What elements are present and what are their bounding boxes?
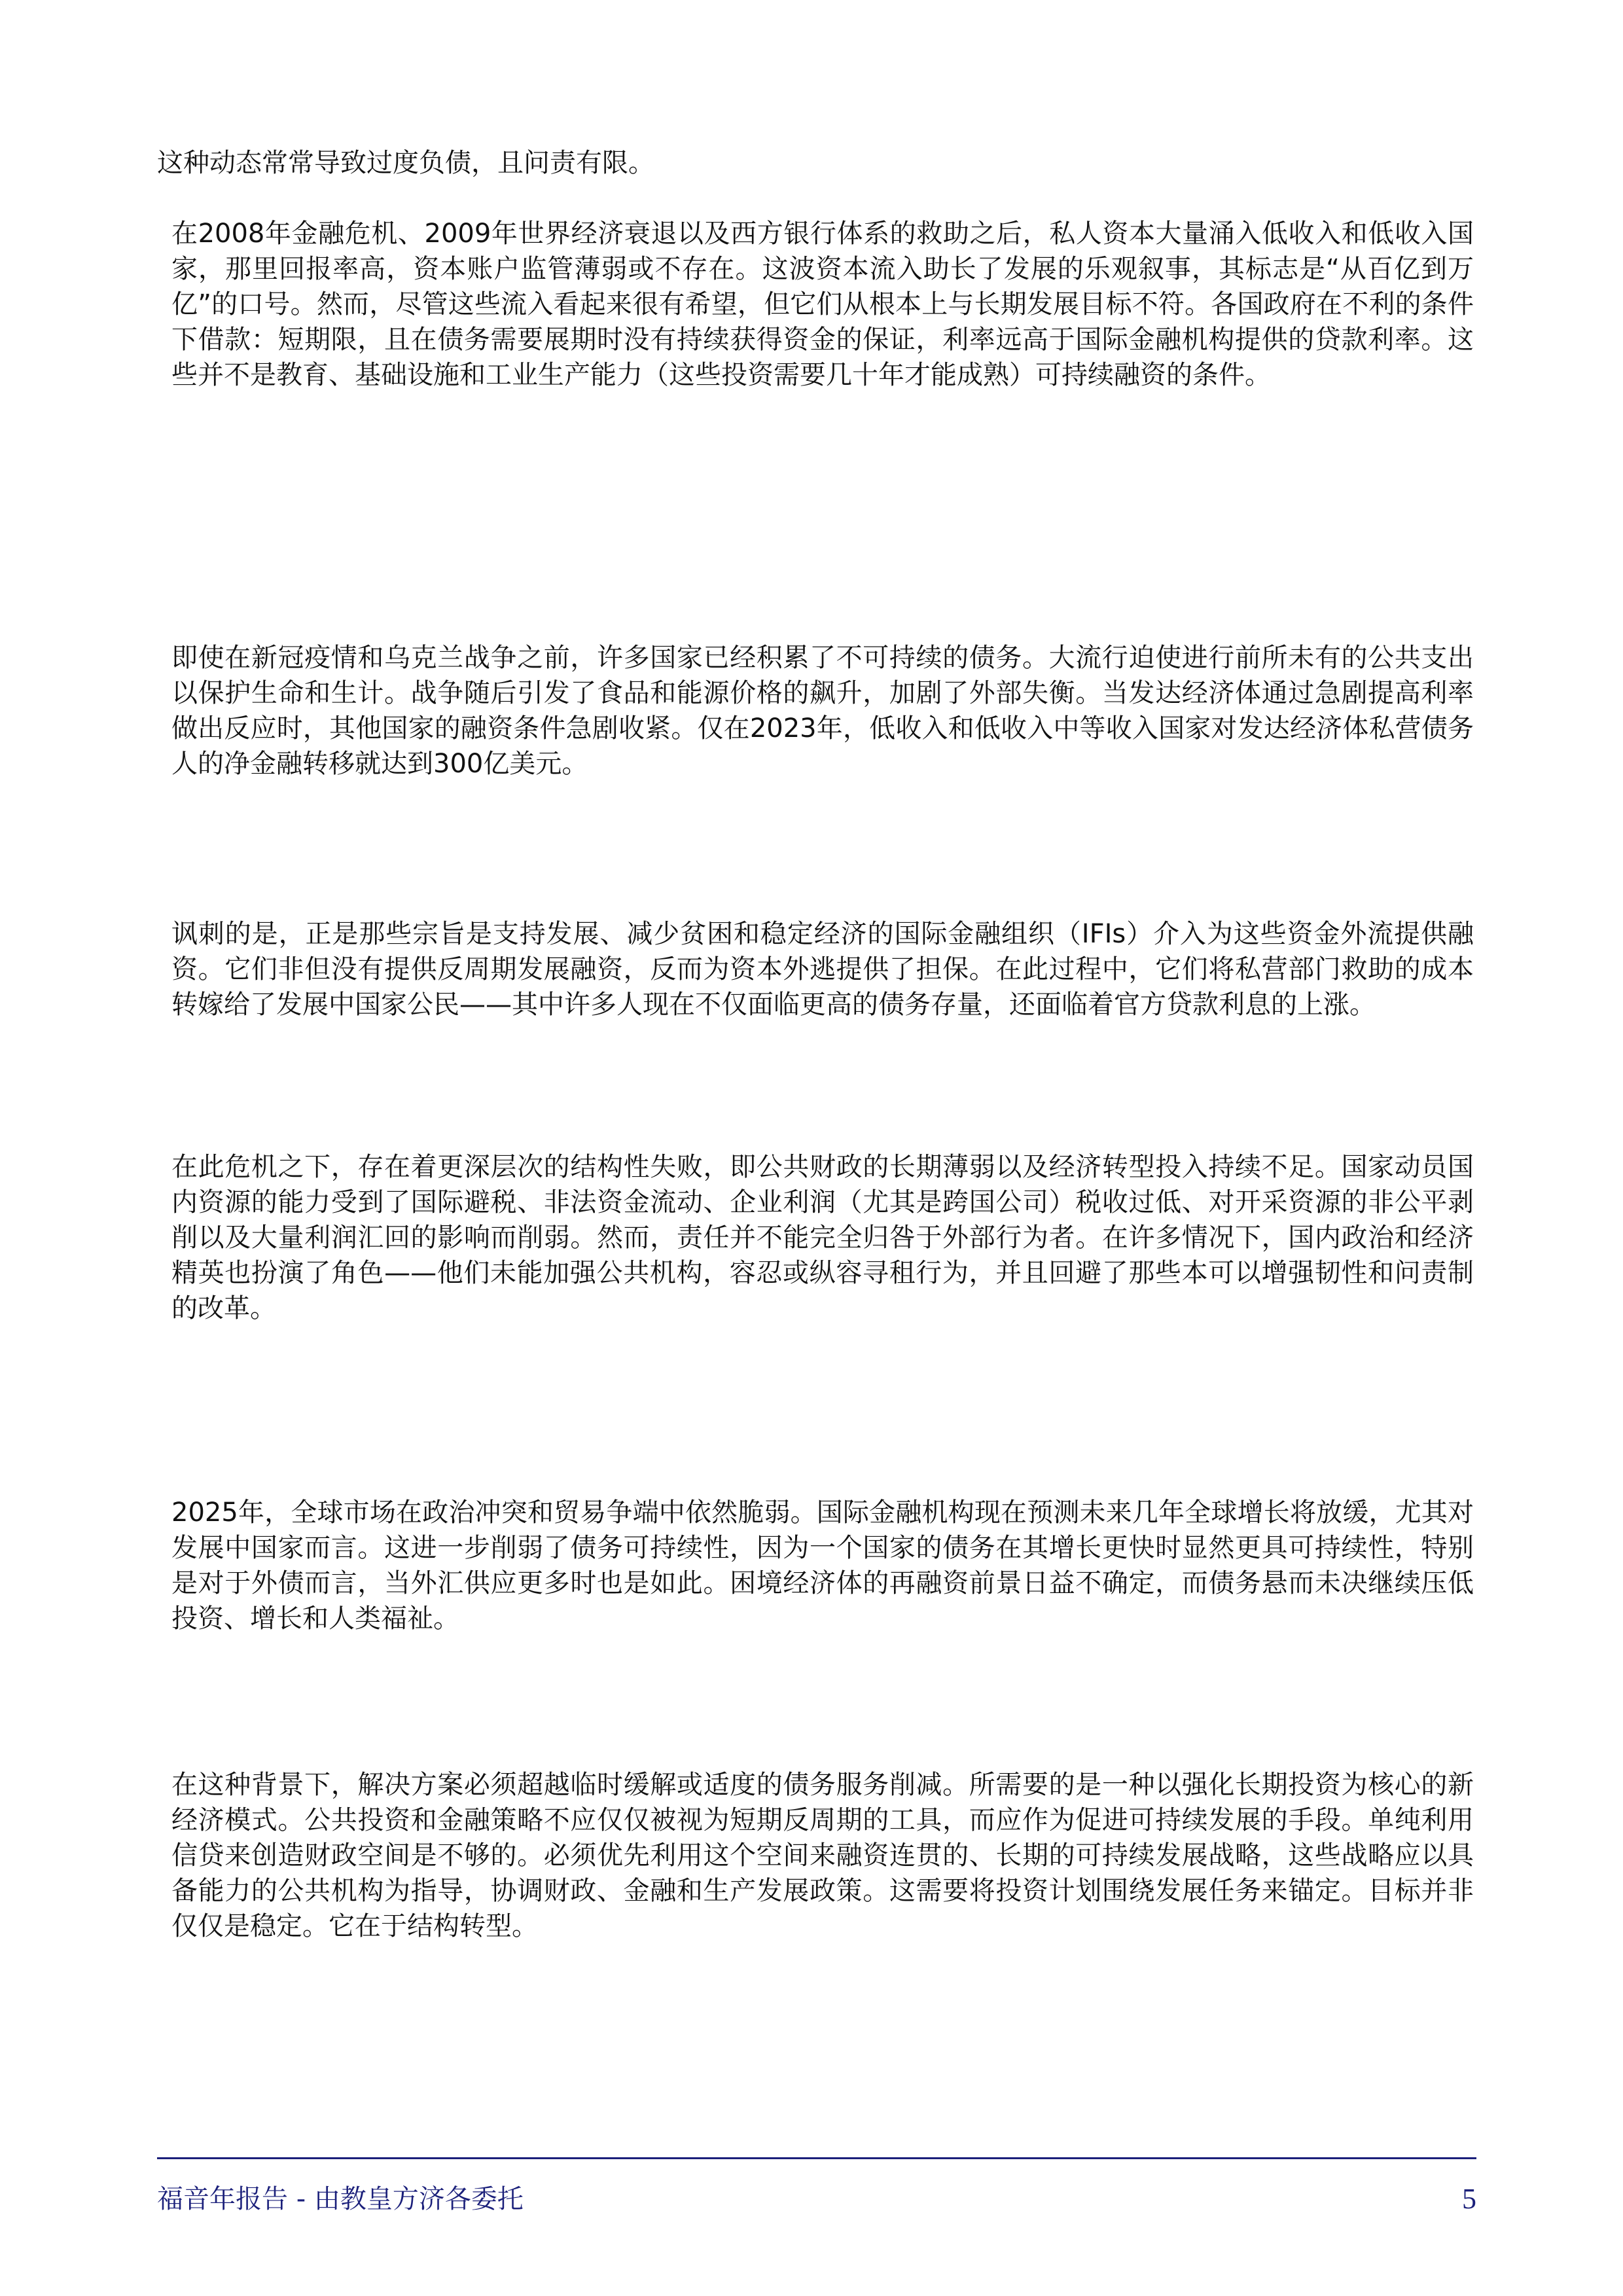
footer-divider bbox=[157, 2157, 1476, 2159]
footer-report-title: 福音年报告 - 由教皇方济各委托 bbox=[157, 2184, 524, 2214]
intro-line: 这种动态常常导致过度负债，且问责有限。 bbox=[157, 148, 654, 178]
paragraph-2025-outlook: 2025年，全球市场在政治冲突和贸易争端中依然脆弱。国际金融机构现在预测未来几年全球增长将放缓，尤其对发展中国家而言。这进一步削弱了债务可持续性，因为一个国家的债务在其增长更快时显然更具可持续性，特别是对于外债而言，当外汇供应更多时也是如此。困境经济体的再融资前景日益不确定，而债务悬而未决继续压低投资、增长和人类福祉。 bbox=[171, 1498, 1474, 1634]
page-number: 5 bbox=[1462, 2183, 1476, 2215]
paragraph-solution-structural-transformation: 在这种背景下，解决方案必须超越临时缓解或适度的债务服务削减。所需要的是一种以强化长期投资为核心的新经济模式。公共投资和金融策略不应仅仅被视为短期反周期的工具，而应作为促进可持续发展的手段。单纯利用信贷来创造财政空间是不够的。必须优先利用这个空间来融资连贯的、长期的可持续发展战略，这些战略应以具备能力的公共机构为指导，协调财政、金融和生产发展政策。这需要将投资计划围绕发展任务来锚定。目标并非仅仅是稳定。它在于结构转型。 bbox=[171, 1770, 1474, 1941]
paragraph-structural-failure: 在此危机之下，存在着更深层次的结构性失败，即公共财政的长期薄弱以及经济转型投入持续不足。国家动员国内资源的能力受到了国际避税、非法资金流动、企业利润（尤其是跨国公司）税收过低、对开采资源的非公平剥削以及大量利润汇回的影响而削弱。然而，责任并不能完全归咎于外部行为者。在许多情况下，国内政治和经济精英也扮演了角色——他们未能加强公共机构，容忍或纵容寻租行为，并且回避了那些本可以增强韧性和问责制的改革。 bbox=[171, 1152, 1474, 1323]
paragraph-post-2008-capital-inflows: 在2008年金融危机、2009年世界经济衰退以及西方银行体系的救助之后，私人资本大量涌入低收入和低收入国家，那里回报率高，资本账户监管薄弱或不存在。这波资本流入助长了发展的乐观叙事，其标志是“从百亿到万亿”的口号。然而，尽管这些流入看起来很有希望，但它们从根本上与长期发展目标不符。各国政府在不利的条件下借款：短期限，且在债务需要展期时没有持续获得资金的保证，利率远高于国际金融机构提供的贷款利率。这些并不是教育、基础设施和工业生产能力（这些投资需要几十年才能成熟）可持续融资的条件。 bbox=[171, 219, 1474, 390]
paragraph-pandemic-and-war-debt: 即使在新冠疫情和乌克兰战争之前，许多国家已经积累了不可持续的债务。大流行迫使进行前所未有的公共支出以保护生命和生计。战争随后引发了食品和能源价格的飙升，加剧了外部失衡。当发达经济体通过急剧提高利率做出反应时，其他国家的融资条件急剧收紧。仅在2023年，低收入和低收入中等收入国家对发达经济体私营债务人的净金融转移就达到300亿美元。 bbox=[171, 643, 1474, 779]
paragraph-ifi-role: 讽刺的是，正是那些宗旨是支持发展、减少贫困和稳定经济的国际金融组织（IFIs）介入为这些资金外流提供融资。它们非但没有提供反周期发展融资，反而为资本外逃提供了担保。在此过程中，它们将私营部门救助的成本转嫁给了发展中国家公民——其中许多人现在不仅面临更高的债务存量，还面临着官方贷款利息的上涨。 bbox=[171, 919, 1474, 1020]
